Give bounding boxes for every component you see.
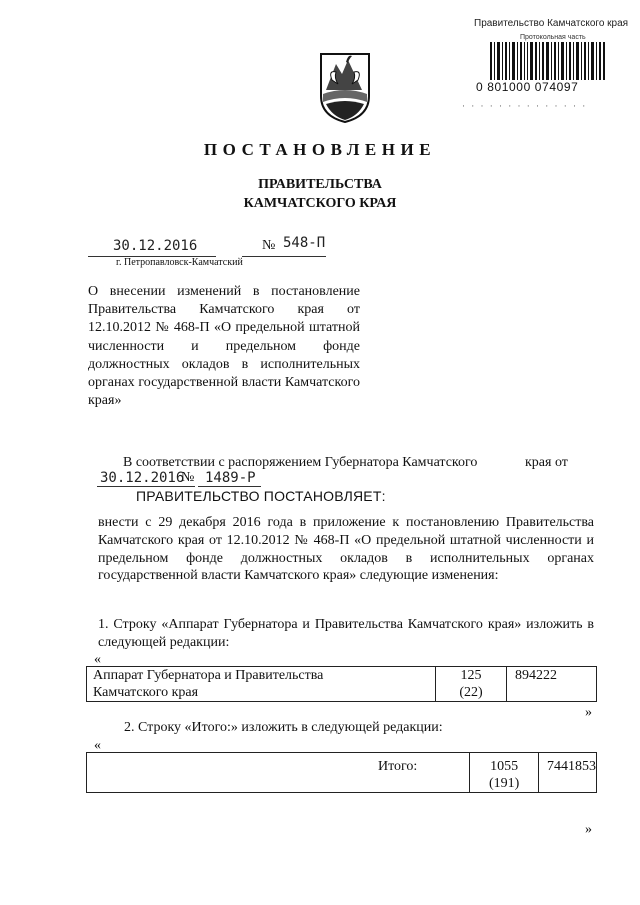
- coat-of-arms-icon: [318, 50, 372, 124]
- number-sign: №: [262, 238, 276, 253]
- decree-line: ПРАВИТЕЛЬСТВО ПОСТАНОВЛЯЕТ:: [136, 488, 386, 504]
- barcode-number: 0 801000 074097: [476, 80, 616, 94]
- basis-text-end: края от: [525, 455, 568, 470]
- document-subject: О внесении изменений в постановление Правительства Камчатского края от 12.10.2012 № 468-П «О предельной штатной численности и предельном фонде должностных окладов в исполнительных органах государственной власти Камчатского края»: [88, 284, 360, 409]
- row-name-line-1: Аппарат Губернатора и Правительства: [93, 668, 324, 683]
- row-staff-sub: (22): [459, 685, 483, 700]
- row-name-cell: [87, 667, 436, 702]
- issue-place: г. Петропавловск-Камчатский: [116, 257, 243, 268]
- basis-date-underline: [97, 486, 195, 487]
- total-label: Итого:: [87, 753, 470, 793]
- total-fund: 7441853: [539, 753, 597, 793]
- basis-number-sign: №: [181, 470, 195, 485]
- row-fund: 894222: [507, 667, 597, 702]
- item-1-table: [86, 666, 597, 702]
- body-paragraph: внести с 29 декабря 2016 года в приложение к постановлению Правительства Камчатского края от 12.10.2012 № 468-П «О предельной штатной численности и предельном фонде должностных окладов в исполнительных органах государственной власти Камчатского края» следующие изменения:: [98, 515, 594, 584]
- basis-text: В соответствии с распоряжением Губернатора Камчатского: [123, 455, 478, 470]
- total-staff-sub: (191): [488, 776, 520, 791]
- row-staff-cell: [436, 667, 507, 702]
- basis-number: 1489-Р: [205, 470, 256, 486]
- number-underline: [242, 256, 326, 257]
- row-staff: 125: [460, 668, 482, 683]
- item-2-close-quote: »: [585, 822, 592, 837]
- item-2-table: [86, 752, 597, 793]
- item-2-open-quote: «: [94, 738, 101, 753]
- stamp-dotted-line: · · · · · · · · · · · · · ·: [462, 101, 588, 111]
- basis-number-underline: [198, 486, 261, 487]
- total-staff: 1055: [490, 759, 519, 774]
- table-row: [87, 667, 597, 702]
- stamp-organization: Правительство Камчатского края: [474, 18, 629, 29]
- item-1-close-quote: »: [585, 705, 592, 720]
- item-1-text: 1. Строку «Аппарат Губернатора и Правительства Камчатского края» изложить в следующей редакции:: [98, 617, 594, 650]
- total-staff-cell: [470, 753, 539, 793]
- item-2-text: 2. Строку «Итого:» изложить в следующей редакции:: [124, 720, 443, 735]
- basis-date: 30.12.2016: [100, 470, 185, 486]
- document-title: ПОСТАНОВЛЕНИЕ: [203, 140, 437, 159]
- issuer-line-2: КАМЧАТСКОГО КРАЯ: [243, 196, 397, 211]
- item-1-open-quote: «: [94, 652, 101, 667]
- stamp-protocol-part: Протокольная часть: [520, 34, 586, 41]
- row-name-line-2: Камчатского края: [93, 685, 199, 700]
- document-date: 30.12.2016: [113, 238, 198, 254]
- table-row: [87, 753, 597, 793]
- document-number: 548-П: [283, 235, 326, 251]
- issuer-line-1: ПРАВИТЕЛЬСТВА: [258, 177, 382, 192]
